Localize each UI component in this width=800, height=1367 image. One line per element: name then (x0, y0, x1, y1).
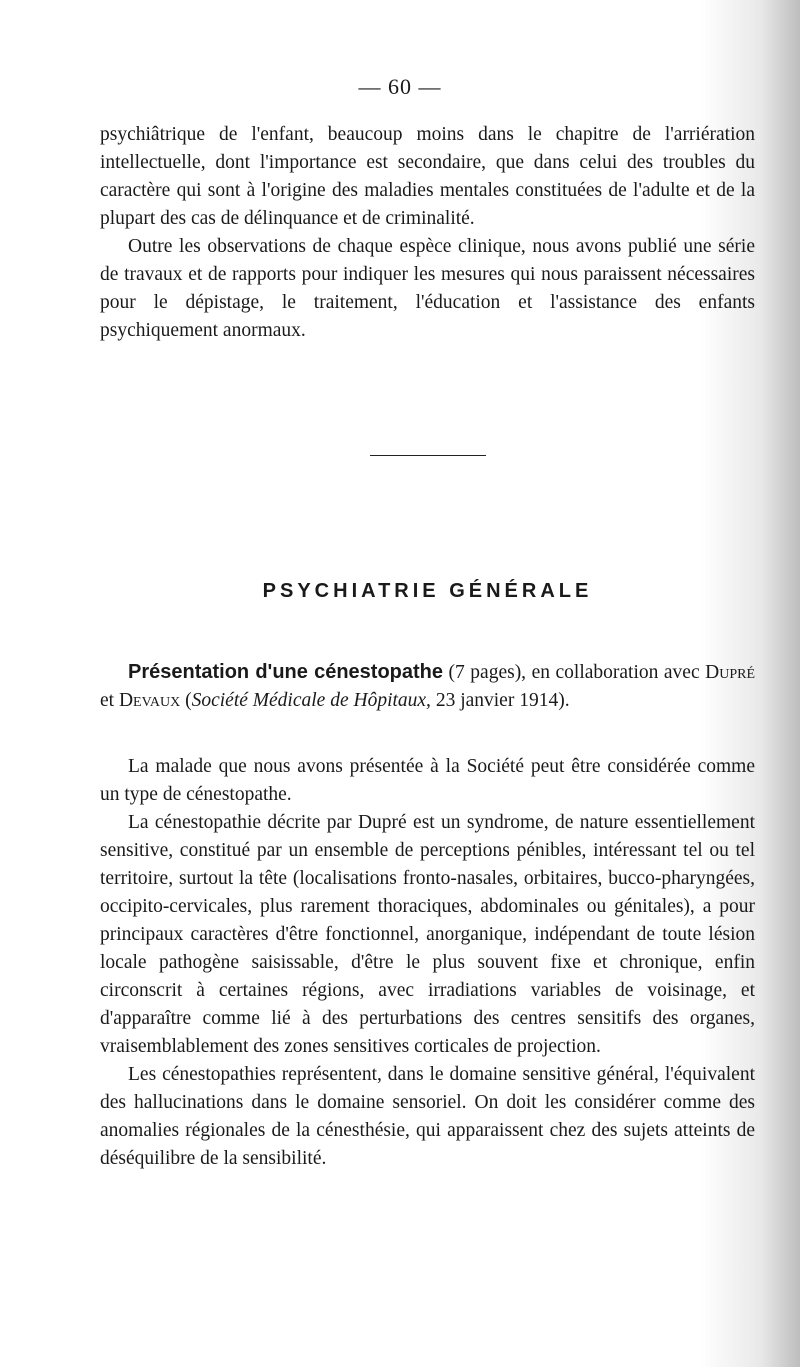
reference-line (100, 658, 755, 715)
intro-paragraph-2: Outre les observations de chaque espèce clinique, nous avons publié une série de travaux et de rapports pour indiquer les mesures qui nous paraissent nécessaires pour le dépistage, le traitement, l'éducation et l'assistance des enfants psychiquement anormaux. (100, 236, 755, 341)
body-text (100, 753, 755, 1173)
reference-date: 23 janvier 1914). (435, 690, 570, 711)
body-paragraph-2: La cénestopathie décrite par Dupré est un syndrome, de nature essentiellement sensitive, constitué par un ensemble de perceptions pénibles, intéressant tel ou tel territoire, surtout la tête (localisations fronto-nasales, orbitaires, bucco-pharyngées, occipito-cervicales, plus rarement thoraciques, abdominales ou génitales), a pour principaux caractères d'être fonctionnel, anorganique, indépendant de toute lésion locale pathogène saisissable, d'être le plus souvent fixe et chronique, enfin circonscrit à certaines régions, avec irradiations variables de voisinage, et d'apparaître comme lié à des perturbations des centres sensitifs des organes, vraisemblablement des zones sensitives corticales de projection. (100, 812, 755, 1057)
reference-journal: Société Médicale de Hôpitaux, (191, 690, 431, 711)
body-paragraph-1: La malade que nous avons présentée à la Société peut être considérée comme un type de cénestopathe. (100, 756, 755, 805)
reference-author-1: Dupré (705, 662, 756, 683)
reference-author-2: Devaux (118, 690, 181, 711)
intro-paragraph-1: psychiâtrique de l'enfant, beaucoup moins dans le chapitre de l'arriération intellectuelle, dont l'importance est secondaire, que dans celui des troubles du caractère qui sont à l'origine des maladies mentales constituées de l'adulte et de la plupart des cas de délinquance et de criminalité. (100, 124, 755, 229)
page-number: — 60 — (358, 74, 442, 99)
reference-pages: (7 pages), en collaboration avec (448, 662, 700, 683)
reference-entry (100, 658, 755, 715)
section-title: PSYCHIATRIE GÉNÉRALE (262, 580, 593, 602)
reference-conj: et (100, 690, 115, 711)
reference-source-open: ( (185, 690, 192, 711)
intro-text (100, 121, 755, 345)
reference-title: Présentation d'une cénestopathe (128, 661, 443, 683)
body-paragraph-3: Les cénestopathies représentent, dans le domaine sensitive général, l'équivalent des hallucinations dans le domaine sensoriel. On doit les considérer comme des anomalies régionales de la cénesthésie, qui apparaissent chez des sujets atteints de déséquilibre de la sensibilité. (100, 1064, 755, 1169)
section-divider (370, 455, 486, 456)
